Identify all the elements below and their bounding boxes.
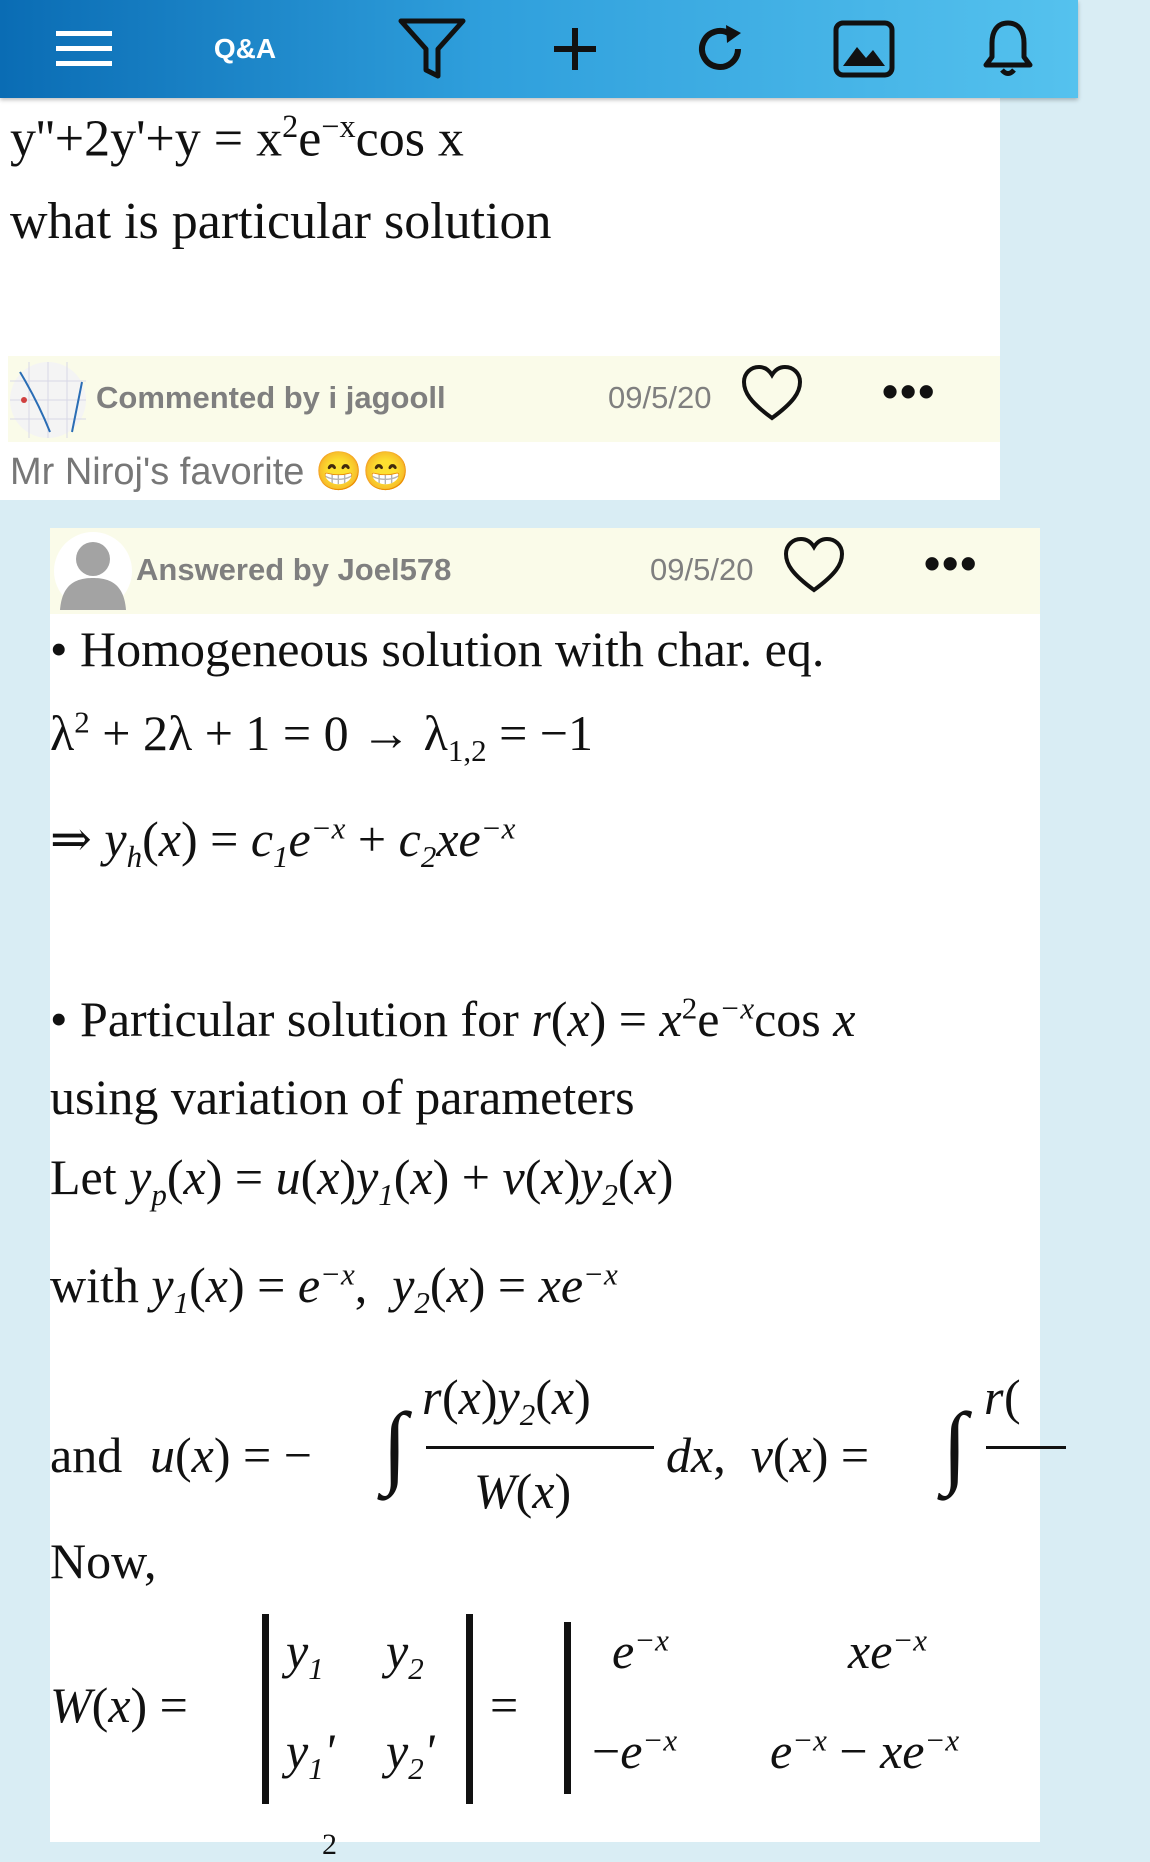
filter-icon[interactable]	[392, 0, 472, 98]
add-icon[interactable]	[540, 0, 610, 98]
homogeneous-solution: ⇒ $y_h(x) = c_1e^{-x} + c_2xe^{-x}$	[50, 810, 516, 874]
avatar[interactable]	[54, 532, 132, 610]
grin-emoji-icon: 😁😁	[314, 451, 410, 493]
comment-text: Mr Niroj's favorite 😁😁	[10, 451, 410, 493]
let-line: Let $y_p(x) = u(x)y_1(x) + v(x)y_2(x)$	[50, 1149, 674, 1212]
answer-date: 09/5/20	[650, 552, 754, 587]
like-heart-icon[interactable]	[782, 536, 846, 599]
comment-date: 09/5/20	[608, 380, 712, 415]
integral-line: and u(x) = − ∫ r $(x)y_2(x)$ W(x) dx, v(x) = ∫ r (	[50, 1368, 1150, 1528]
char-equation: $\lambda^2 + 2\lambda + 1 = 0 \to \lambda_{1,2} = -1$	[50, 704, 593, 768]
answer-bullet-particular: • Particular solution for $r(x) = x^2e^{-x}\cos$ x	[50, 990, 856, 1047]
cut-off-superscript: 2	[322, 1828, 337, 1861]
bell-icon[interactable]	[972, 0, 1044, 98]
avatar[interactable]	[10, 362, 86, 438]
question-equation: $y''+2y'+y = x^2e^{-x}\cos$ x	[10, 108, 464, 168]
question-text: what is particular solution	[10, 193, 552, 250]
now-line: Now,	[50, 1533, 157, 1589]
top-bar	[0, 0, 1078, 98]
question-card	[0, 98, 1000, 500]
refresh-icon[interactable]	[684, 0, 756, 98]
wronskian-line: W(x) = $y_1$ $y_2$ $y_1'$ $y_2'$ = $e^{-x}$ $xe^{-x}$ $-e^{-x}$ $e^{-x} - xe^{-x}$	[50, 1614, 1150, 1814]
app-title: Q&A	[213, 33, 277, 64]
with-line: with $y_1(x) = e^{-x}$, $y_2(x) = xe^{-x}$	[50, 1256, 618, 1320]
answer-meta-bar	[50, 528, 1040, 614]
answer-card	[50, 528, 1040, 1861]
answer-author[interactable]: Answered by Joel578	[136, 552, 452, 587]
more-options-icon[interactable]: •••	[882, 365, 937, 417]
menu-icon[interactable]	[48, 0, 120, 98]
comment-author[interactable]: Commented by i jagooll	[96, 380, 446, 415]
image-icon[interactable]	[826, 0, 902, 98]
answer-bullet-homogeneous: • Homogeneous solution with char. eq.	[50, 621, 825, 677]
like-heart-icon[interactable]	[740, 364, 804, 427]
comment-meta-bar	[8, 356, 1000, 442]
more-options-icon[interactable]: •••	[924, 537, 979, 589]
variation-line: using variation of parameters	[50, 1069, 635, 1125]
